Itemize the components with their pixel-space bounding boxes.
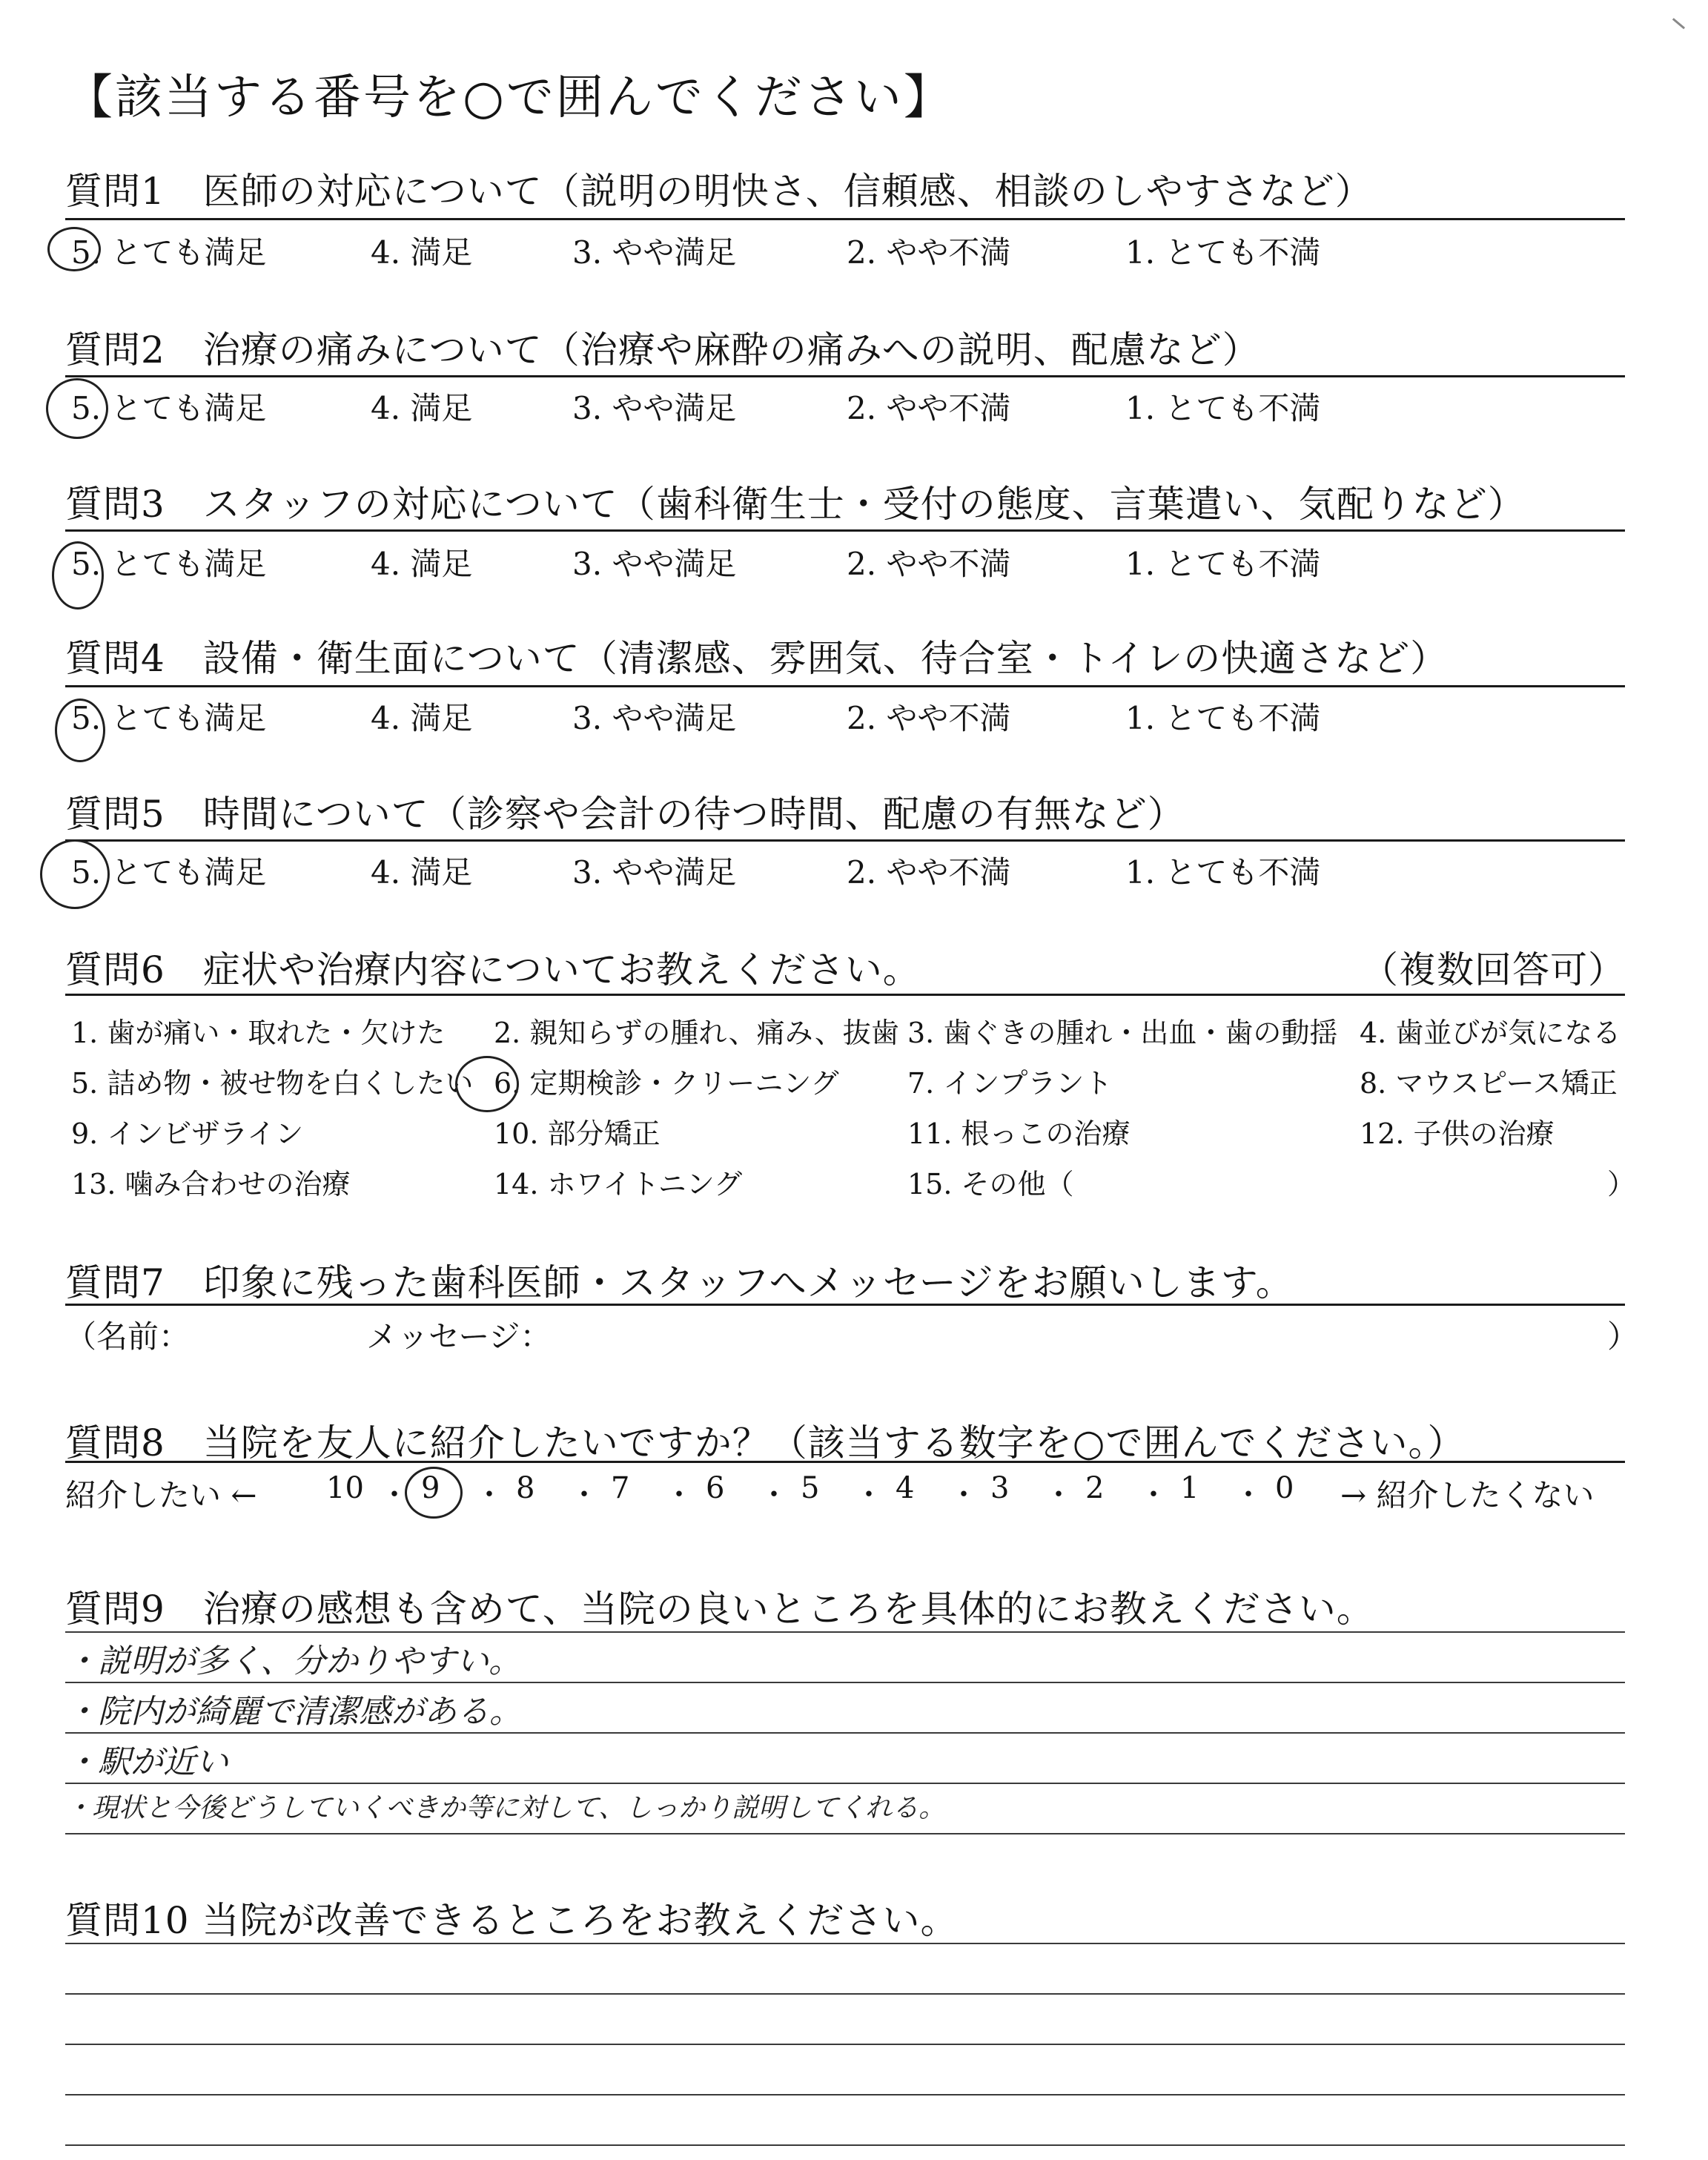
q6-option-12[interactable]: 12. 子供の治療 (1360, 1117, 1555, 1150)
q6-option-2[interactable]: 2. 親知らずの腫れ、痛み、抜歯 (494, 1017, 899, 1049)
q10-rule-3 (65, 2044, 1625, 2045)
q8-scale-1[interactable]: 1 (1180, 1471, 1199, 1505)
q9-rule-4 (65, 1783, 1625, 1784)
q7-heading: 質問7 印象に残った歯科医師・スタッフへメッセージをお願いします。 (65, 1261, 1294, 1304)
q9-answer-1: ・説明が多く、分かりやすい。 (65, 1642, 522, 1680)
q6-option-11[interactable]: 11. 根っこの治療 (907, 1117, 1131, 1150)
q4-option-5[interactable]: 5. とても満足 (71, 700, 267, 736)
q8-scale-0[interactable]: 0 (1275, 1471, 1294, 1505)
q8-scale-separator: ・ (759, 1478, 789, 1512)
q3-option-5[interactable]: 5. とても満足 (71, 546, 267, 582)
q7-close-paren: ） (1607, 1318, 1639, 1355)
q1-heading: 質問1 医師の対応について（説明の明快さ、信頼感、相談のしやすさなど） (65, 170, 1373, 213)
q5-option-4[interactable]: 4. 満足 (371, 854, 473, 891)
q8-heading: 質問8 当院を友人に紹介したいですか？（該当する数字を○で囲んでください。） (65, 1421, 1466, 1464)
q10-rule-4 (65, 2094, 1625, 2095)
q8-scale-6[interactable]: 6 (706, 1471, 725, 1505)
q8-scale-separator: ・ (474, 1478, 504, 1512)
q8-rule (65, 1461, 1625, 1463)
q10-rule-5 (65, 2144, 1625, 2146)
q5-option-1[interactable]: 1. とても不満 (1125, 854, 1321, 891)
q6-rule (65, 994, 1625, 996)
q9-rule-1 (65, 1631, 1625, 1633)
q5-rule (65, 839, 1625, 842)
q3-rule (65, 529, 1625, 532)
q4-option-1[interactable]: 1. とても不満 (1125, 700, 1321, 736)
q6-option-13[interactable]: 13. 噛み合わせの治療 (71, 1168, 351, 1200)
q3-selection-circle (52, 541, 104, 610)
q2-option-2[interactable]: 2. やや不満 (847, 390, 1011, 426)
q8-scale-separator: ・ (1139, 1478, 1168, 1512)
q10-rule-1 (65, 1943, 1625, 1944)
q8-scale-5[interactable]: 5 (801, 1471, 820, 1505)
q1-rule (65, 218, 1625, 220)
q2-option-4[interactable]: 4. 満足 (371, 390, 473, 426)
q4-option-3[interactable]: 3. やや満足 (572, 700, 737, 736)
q9-rule-2 (65, 1682, 1625, 1683)
q10-rule-2 (65, 1993, 1625, 1995)
q5-heading: 質問5 時間について（診察や会計の待つ時間、配慮の有無など） (65, 793, 1185, 836)
q4-rule (65, 685, 1625, 687)
q8-scale-8[interactable]: 8 (516, 1471, 535, 1505)
q9-answer-3: ・駅が近い (65, 1743, 228, 1781)
q8-scale-separator: ・ (664, 1478, 694, 1512)
q6-option-4[interactable]: 4. 歯並びが気になる (1360, 1017, 1621, 1049)
q6-option-8[interactable]: 8. マウスピース矯正 (1360, 1067, 1618, 1100)
q6-option-10[interactable]: 10. 部分矯正 (494, 1117, 661, 1150)
q9-answer-2: ・院内が綺麗で清潔感がある。 (65, 1693, 522, 1731)
q6-option-9[interactable]: 9. インビザライン (71, 1117, 304, 1150)
q5-selection-circle (40, 839, 110, 909)
q6-note: （複数回答可） (1361, 948, 1626, 991)
q1-selection-circle (47, 227, 101, 271)
q6-option-6[interactable]: 6. 定期検診・クリーニング (494, 1067, 839, 1100)
q5-option-5[interactable]: 5. とても満足 (71, 854, 267, 891)
q8-scale-10[interactable]: 10 (326, 1471, 364, 1505)
q6-other-close-paren: ） (1607, 1168, 1636, 1200)
q7-rule (65, 1304, 1625, 1306)
q6-option-3[interactable]: 3. 歯ぐきの腫れ・出血・歯の動揺 (907, 1017, 1338, 1049)
q8-selection-circle (405, 1467, 463, 1519)
q2-rule (65, 375, 1625, 377)
q9-rule-5 (65, 1833, 1625, 1834)
q4-heading: 質問4 設備・衛生面について（清潔感、雰囲気、待合室・トイレの快適さなど） (65, 637, 1449, 680)
page-corner-mark (1663, 18, 1685, 40)
q6-option-15[interactable]: 15. その他（ (907, 1168, 1074, 1200)
q8-scale-9[interactable]: 9 (421, 1471, 440, 1505)
q6-option-1[interactable]: 1. 歯が痛い・取れた・欠けた (71, 1017, 446, 1049)
q4-selection-circle (55, 698, 105, 762)
q3-option-1[interactable]: 1. とても不満 (1125, 546, 1321, 582)
q6-selection-circle (455, 1056, 519, 1112)
q2-option-1[interactable]: 1. とても不満 (1125, 390, 1321, 426)
q8-scale-separator: ・ (949, 1478, 979, 1512)
q4-option-2[interactable]: 2. やや不満 (847, 700, 1011, 736)
q8-scale-separator: ・ (380, 1478, 409, 1512)
q2-selection-circle (46, 378, 108, 439)
q8-scale-4[interactable]: 4 (896, 1471, 915, 1505)
q3-option-3[interactable]: 3. やや満足 (572, 546, 737, 582)
q3-option-4[interactable]: 4. 満足 (371, 546, 473, 582)
q8-right-label: → 紹介したくない (1340, 1477, 1595, 1513)
q6-heading: 質問6 症状や治療内容についてお教えください。 (65, 948, 921, 991)
q7-name-label: （名前： (65, 1318, 191, 1355)
q3-heading: 質問3 スタッフの対応について（歯科衛生士・受付の態度、言葉遣い、気配りなど） (65, 483, 1526, 526)
q8-scale-separator: ・ (1234, 1478, 1263, 1512)
q9-heading: 質問9 治療の感想も含めて、当院の良いところを具体的にお教えください。 (65, 1588, 1374, 1631)
q2-option-5[interactable]: 5. とても満足 (71, 390, 267, 426)
q4-option-4[interactable]: 4. 満足 (371, 700, 473, 736)
q2-heading: 質問2 治療の痛みについて（治療や麻酔の痛みへの説明、配慮など） (65, 328, 1260, 371)
q8-scale-separator: ・ (1044, 1478, 1073, 1512)
q1-option-4[interactable]: 4. 満足 (371, 234, 473, 271)
q5-option-3[interactable]: 3. やや満足 (572, 854, 737, 891)
q7-message-label: メッセージ： (366, 1318, 552, 1355)
q8-left-label: 紹介したい ← (65, 1477, 257, 1513)
q8-scale-separator: ・ (569, 1478, 599, 1512)
q1-option-3[interactable]: 3. やや満足 (572, 234, 737, 271)
q1-option-2[interactable]: 2. やや不満 (847, 234, 1011, 271)
q8-scale-separator: ・ (854, 1478, 884, 1512)
q6-option-5[interactable]: 5. 詰め物・被せ物を白くしたい (71, 1067, 474, 1100)
q9-rule-3 (65, 1732, 1625, 1734)
page-title: 【該当する番号を○で囲んでください】 (65, 70, 953, 125)
q6-option-7[interactable]: 7. インプラント (907, 1067, 1113, 1100)
q8-scale-2[interactable]: 2 (1085, 1471, 1105, 1505)
q9-answer-4: ・現状と今後どうしていくべきか等に対して、しっかり説明してくれる。 (65, 1793, 946, 1823)
q1-option-5[interactable]: 5. とても満足 (71, 234, 267, 271)
q1-option-1[interactable]: 1. とても不満 (1125, 234, 1321, 271)
q6-option-14[interactable]: 14. ホワイトニング (494, 1168, 743, 1200)
q10-heading: 質問10 当院が改善できるところをお教えください。 (65, 1899, 959, 1942)
q8-scale-7[interactable]: 7 (611, 1471, 630, 1505)
q8-scale-3[interactable]: 3 (990, 1471, 1010, 1505)
q2-option-3[interactable]: 3. やや満足 (572, 390, 737, 426)
q3-option-2[interactable]: 2. やや不満 (847, 546, 1011, 582)
q5-option-2[interactable]: 2. やや不満 (847, 854, 1011, 891)
